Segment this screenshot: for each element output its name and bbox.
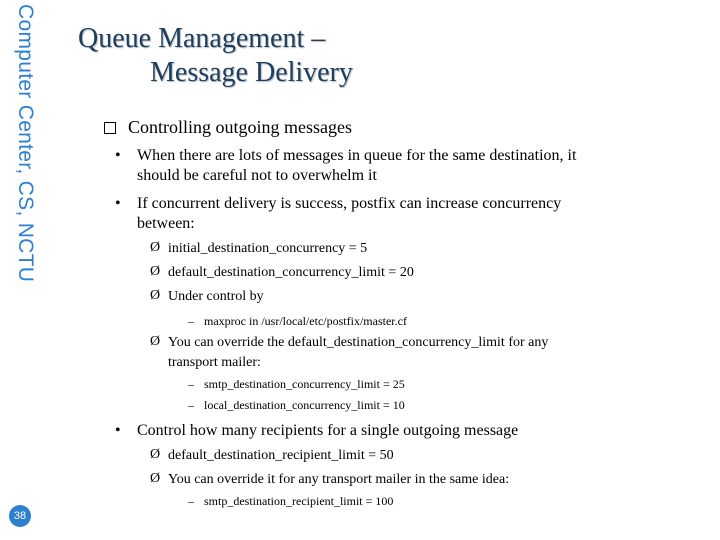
bullet-concurrent-delivery-cont: between: — [137, 215, 195, 232]
dash-item-maxproc: – maxproc in /usr/local/etc/postfix/master.cf — [188, 314, 407, 328]
dot-bullet-icon: • — [115, 195, 121, 212]
dash-item-smtp-recipient: – smtp_destination_recipient_limit = 100 — [188, 494, 394, 508]
dash-bullet-icon: – — [188, 494, 194, 508]
bullet-control-recipients: • Control how many recipients for a single outgoing message — [115, 422, 519, 439]
square-bullet-icon — [104, 122, 116, 134]
arrow-item-recipient-limit: Ø default_destination_recipient_limit = 50 — [150, 447, 394, 463]
dash-bullet-icon: – — [188, 377, 194, 391]
arrow-bullet-icon: Ø — [150, 447, 161, 462]
arrow-item-override-default: Ø You can override the default_destination_concurrency_limit for any — [150, 334, 549, 350]
page-title — [78, 22, 353, 90]
arrow-bullet-icon: Ø — [150, 240, 161, 255]
bullet-lots-of-messages: • When there are lots of messages in queue for the same destination, it — [115, 147, 577, 164]
arrow-bullet-icon: Ø — [150, 264, 161, 279]
arrow-item-override-default-cont: transport mailer: — [168, 355, 261, 370]
dot-bullet-icon: • — [115, 147, 121, 164]
org-label: Computer Center, CS, NCTU — [14, 4, 37, 283]
arrow-bullet-icon: Ø — [150, 334, 161, 349]
dash-bullet-icon: – — [188, 398, 194, 412]
bullet-controlling-outgoing: Controlling outgoing messages — [104, 117, 352, 138]
arrow-item-initial-concurrency: Ø initial_destination_concurrency = 5 — [150, 240, 368, 256]
bullet-concurrent-delivery: • If concurrent delivery is success, postfix can increase concurrency — [115, 195, 562, 212]
arrow-item-override-transport: Ø You can override it for any transport mailer in the same idea: — [150, 471, 510, 487]
arrow-bullet-icon: Ø — [150, 288, 161, 303]
dash-item-local-concurrency: – local_destination_concurrency_limit = 10 — [188, 398, 405, 412]
arrow-item-default-concurrency: Ø default_destination_concurrency_limit = 20 — [150, 264, 414, 280]
title-line-1: Queue Management – — [78, 23, 326, 54]
title-line-2: Message Delivery — [150, 57, 353, 88]
dash-item-smtp-concurrency: – smtp_destination_concurrency_limit = 25 — [188, 377, 405, 391]
page-number: 38 — [9, 505, 31, 527]
dot-bullet-icon: • — [115, 422, 121, 439]
sidebar — [0, 0, 48, 540]
dash-bullet-icon: – — [188, 314, 194, 328]
arrow-item-under-control: Ø Under control by — [150, 288, 264, 304]
arrow-bullet-icon: Ø — [150, 471, 161, 486]
bullet-lots-of-messages-cont: should be careful not to overwhelm it — [137, 167, 377, 184]
